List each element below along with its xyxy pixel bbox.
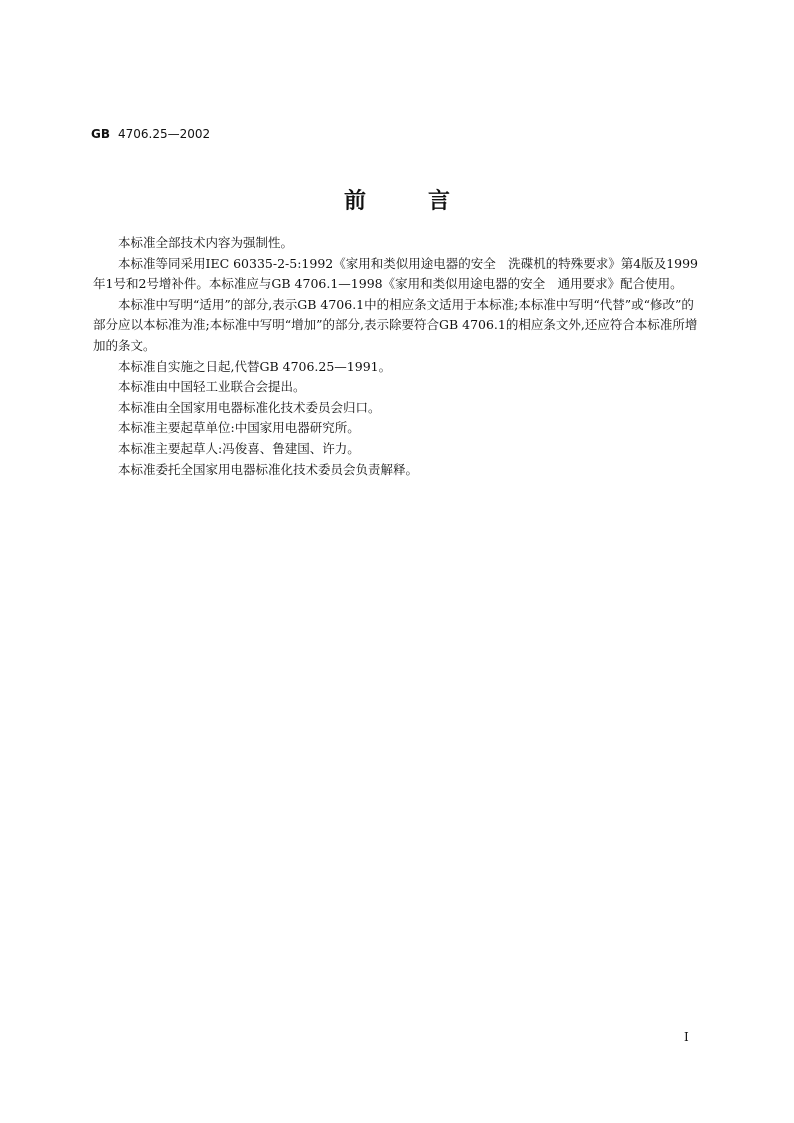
paragraph-replacement: 本标准自实施之日起,代替GB 4706.25—1991。 [118, 358, 392, 374]
paragraph-applicability: 本标准中写明“适用”的部分,表示GB 4706.1中的相应条文适用于本标准;本标准中写明“代替”或“修改”的部分应以本标准为准;本标准中写明“增加”的部分,表示除要符合GB 4706.1的相应条文外,还应符合本标准所增加的条文。 [93, 296, 698, 353]
standard-header [91, 126, 210, 142]
paragraph-interpretation: 本标准委托全国家用电器标准化技术委员会负责解释。 [118, 461, 419, 477]
paragraph-drafters: 本标准主要起草人:冯俊喜、鲁建国、许力。 [118, 440, 360, 456]
foreword-body [93, 233, 703, 480]
page-number: I [684, 1030, 689, 1044]
paragraph-drafting-unit: 本标准主要起草单位:中国家用电器研究所。 [118, 420, 360, 436]
standard-number: 4706.25—2002 [118, 127, 211, 141]
paragraph-adoption: 本标准等同采用IEC 60335-2-5:1992《家用和类似用途电器的安全 洗碟机的特殊要求》第4版及1999年1号和2号增补件。本标准应与GB 4706.1—1998《家用和类似用途电器的安全 通用要求》配合使用。 [93, 255, 699, 292]
standard-prefix: GB [91, 127, 110, 141]
page-title: 前言 [343, 188, 512, 214]
paragraph-mandatory: 本标准全部技术内容为强制性。 [118, 235, 294, 250]
paragraph-administrator: 本标准由全国家用电器标准化技术委员会归口。 [118, 399, 381, 415]
paragraph-proposer: 本标准由中国轻工业联合会提出。 [118, 379, 306, 395]
